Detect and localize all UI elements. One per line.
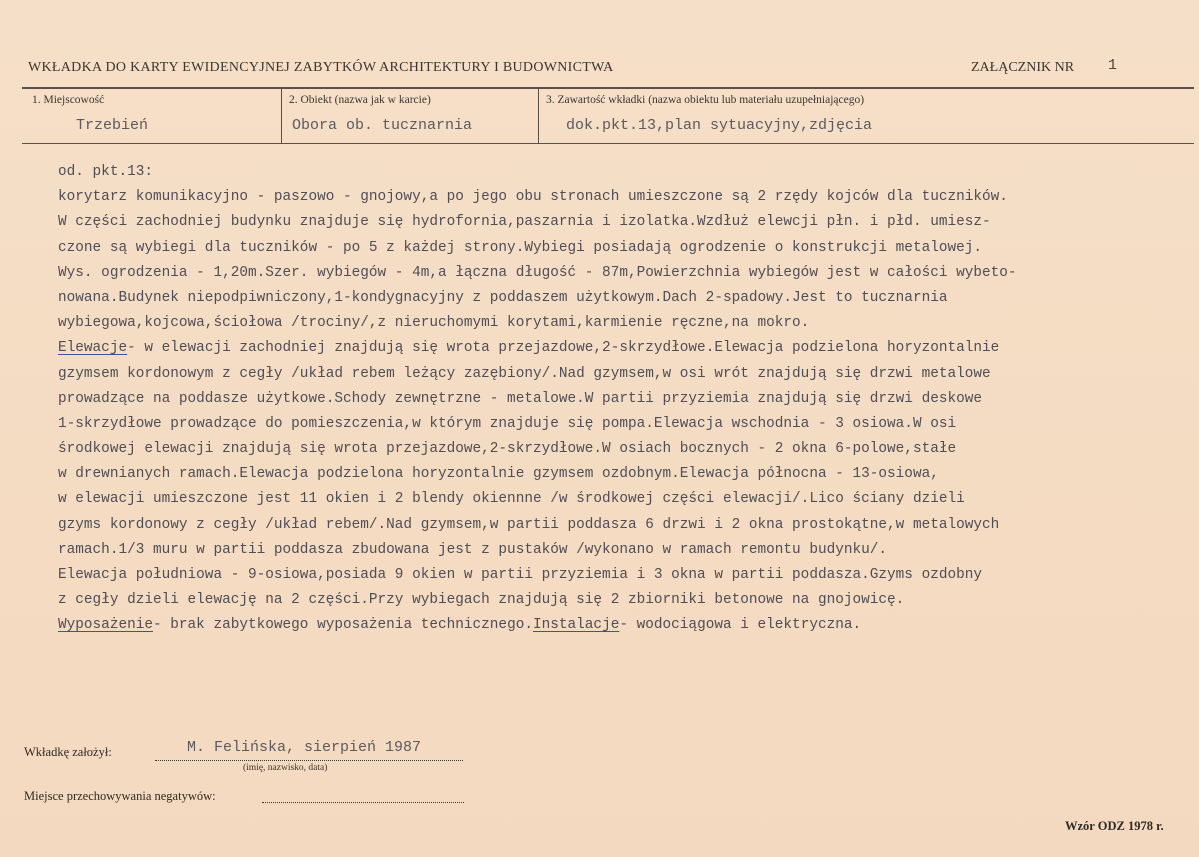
elevations-first-line xyxy=(58,336,1188,361)
author-sub-label: (imię, nazwisko, data) xyxy=(243,763,328,773)
installations-text: - wodociągowa i elektryczna. xyxy=(619,617,862,634)
body-intro: od. pkt.13: xyxy=(58,164,153,180)
elevations-first-text: - w elewacji zachodniej znajdują się wrota przejazdowe,2-skrzydłowe.Elewacja podzielona horyzontalnie xyxy=(127,340,1000,357)
body-line: nowana.Budynek niepodpiwniczony,1-kondygnacyjny z poddaszem użytkowym.Dach 2-spadowy.Jest to tucznarnia xyxy=(58,289,948,306)
description-body xyxy=(58,160,1188,639)
locality-label: 1. Miejscowość xyxy=(32,94,105,106)
body-line: ramach.1/3 muru w partii poddasza zbudowana jest z pustaków /wykonano w ramach remontu budynku/. xyxy=(58,541,888,558)
contents-label: 3. Zawartość wkładki (nazwa obiektu lub materiału uzupełniającego) xyxy=(546,94,865,106)
body-line: Wys. ogrodzenia - 1,20m.Szer. wybiegów - 4m,a łączna długość - 87m,Powierzchnia wybiegów jest w całości wybeto- xyxy=(58,264,1017,281)
annex-label: ZAŁĄCZNIK NR xyxy=(971,60,1075,75)
author-dotted-line xyxy=(155,760,463,761)
object-label: 2. Obiekt (nazwa jak w karcie) xyxy=(289,94,431,106)
header-rule-top xyxy=(22,87,1194,89)
locality-value: Trzebień xyxy=(76,117,149,134)
body-line: prowadzące na poddasze użytkowe.Schody zewnętrzne - metalowe.W partii przyziemia znajdują się drzwi deskowe xyxy=(58,390,983,407)
negatives-dotted-line xyxy=(262,802,464,803)
body-line: gzymsem kordonowym z cegły /układ rebem leżący zazębiony/.Nad gzymsem,w osi wrót znajdują się drzwi metalowe xyxy=(58,365,991,382)
annex-number: 1 xyxy=(1108,57,1118,74)
card-title: WKŁADKA DO KARTY EWIDENCYJNEJ ZABYTKÓW ARCHITEKTURY I BUDOWNICTWA xyxy=(28,60,614,75)
body-line: w drewnianych ramach.Elewacja podzielona horyzontalnie gzymsem ozdobnym.Elewacja północna - 13-osiowa, xyxy=(58,466,939,483)
field-divider-1 xyxy=(281,88,282,144)
equipment-text: - brak zabytkowego wyposażenia technicznego. xyxy=(153,617,533,634)
form-model: Wzór ODZ 1978 r. xyxy=(1065,819,1164,833)
equipment-heading: Wyposażenie xyxy=(58,617,153,634)
negatives-label: Miejsce przechowywania negatywów: xyxy=(24,789,216,803)
body-line: korytarz komunikacyjno - paszowo - gnojowy,a po jego obu stronach umieszczone są 2 rzędy kojców dla tuczników. xyxy=(58,189,1008,206)
author-label: Wkładkę założył: xyxy=(24,745,112,759)
header-rule-bottom xyxy=(22,143,1194,144)
body-line: w elewacji umieszczone jest 11 okien i 2 blendy okiennne /w środkowej części elewacji/.Lico ściany dzieli xyxy=(58,491,965,508)
body-line: 1-skrzydłowe prowadzące do pomieszczenia,w którym znajduje się pompa.Elewacja wschodnia - 3 osiowa.W osi xyxy=(58,415,957,432)
body-line: środkowej elewacji znajdują się wrota przejazdowe,2-skrzydłowe.W osiach bocznych - 2 okna 6-polowe,stałe xyxy=(58,441,957,458)
field-divider-2 xyxy=(538,88,539,144)
author-value: M. Felińska, sierpień 1987 xyxy=(187,739,422,756)
elevations-heading: Elewacje xyxy=(58,340,128,357)
equipment-installations-line xyxy=(58,613,1188,638)
body-line: W części zachodniej budynku znajduje się hydrofornia,paszarnia i izolatka.Wzdłuż elewcji płn. i płd. umiesz- xyxy=(58,214,991,231)
object-value: Obora ob. tucznarnia xyxy=(292,117,473,134)
installations-heading: Instalacje xyxy=(532,617,620,634)
body-line: wybiegowa,kojcowa,ściołowa /trociny/,z nieruchomymi korytami,karmienie ręczne,na mokro. xyxy=(58,315,810,332)
body-line: gzyms kordonowy z cegły /układ rebem/.Nad gzymsem,w partii poddasza 6 drzwi i 2 okna prostokątne,w metalowych xyxy=(58,516,1000,533)
contents-value: dok.pkt.13,plan sytuacyjny,zdjęcia xyxy=(566,117,873,134)
body-line: czone są wybiegi dla tuczników - po 5 z każdej strony.Wybiegi posiadają ogrodzenie o konstrukcji metalowej. xyxy=(58,239,983,256)
body-line: z cegły dzieli elewację na 2 części.Przy wybiegach znajdują się 2 zbiorniki betonowe na gnojowicę. xyxy=(58,592,905,609)
body-line: Elewacja południowa - 9-osiowa,posiada 9 okien w partii przyziemia i 3 okna w partii poddasza.Gzyms ozdobny xyxy=(58,567,983,583)
